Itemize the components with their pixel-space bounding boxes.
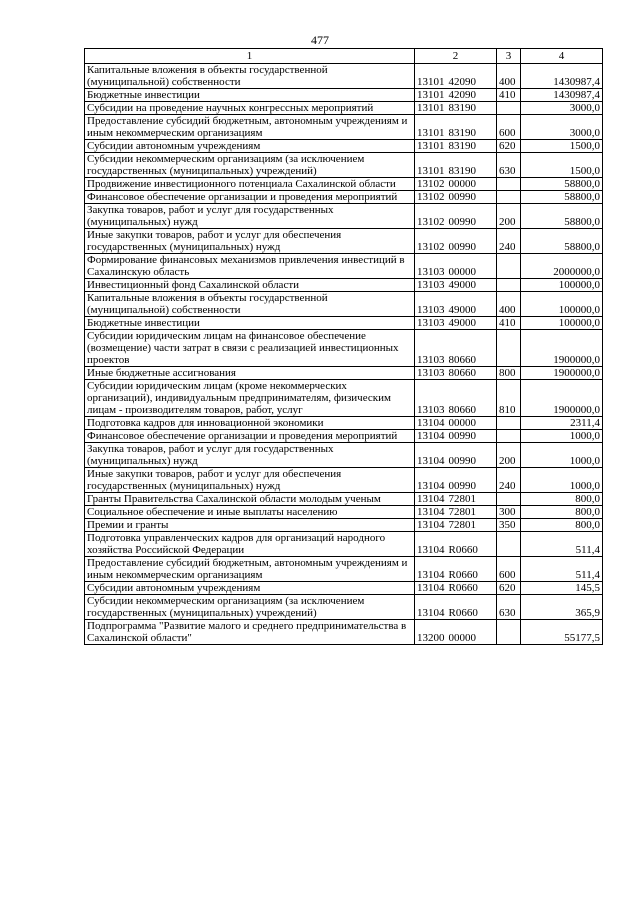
row-code-program: 13104 (417, 430, 445, 442)
row-expense-type (497, 493, 521, 506)
row-name: Бюджетные инвестиции (85, 89, 415, 102)
row-sum: 100000,0 (521, 317, 603, 330)
row-code (415, 115, 497, 140)
row-code (415, 595, 497, 620)
table-body (85, 64, 603, 645)
row-sum: 365,9 (521, 595, 603, 620)
row-code-program: 13104 (417, 506, 445, 518)
row-code (415, 191, 497, 204)
table-row (85, 519, 603, 532)
row-expense-type: 630 (497, 595, 521, 620)
table-row (85, 89, 603, 102)
row-expense-type (497, 330, 521, 367)
row-code-direction: 00990 (448, 191, 476, 203)
row-code-program: 13101 (417, 140, 445, 152)
row-sum: 55177,5 (521, 620, 603, 645)
row-code-direction: 72801 (448, 493, 476, 505)
table-row (85, 443, 603, 468)
row-name: Гранты Правительства Сахалинской области молодым ученым (85, 493, 415, 506)
row-code-program: 13104 (417, 417, 445, 429)
row-code (415, 493, 497, 506)
row-code (415, 620, 497, 645)
row-code-program: 13104 (417, 544, 445, 556)
row-sum: 800,0 (521, 519, 603, 532)
table-row (85, 153, 603, 178)
row-code-program: 13104 (417, 607, 445, 619)
row-code (415, 430, 497, 443)
row-expense-type: 350 (497, 519, 521, 532)
row-code-program: 13103 (417, 266, 445, 278)
row-code-direction: 80660 (448, 404, 476, 416)
table-row (85, 620, 603, 645)
header-type: 3 (497, 49, 521, 64)
row-code (415, 330, 497, 367)
row-sum: 100000,0 (521, 279, 603, 292)
row-code (415, 506, 497, 519)
table-row (85, 532, 603, 557)
row-name: Финансовое обеспечение организации и проведения мероприятий (85, 191, 415, 204)
row-code-program: 13103 (417, 304, 445, 316)
row-code-program: 13104 (417, 480, 445, 492)
row-code (415, 468, 497, 493)
row-name: Формирование финансовых механизмов привлечения инвестиций в Сахалинскую область (85, 254, 415, 279)
row-name: Субсидии некоммерческим организациям (за исключением государственных (муниципальных) учреждений) (85, 153, 415, 178)
row-sum: 1000,0 (521, 430, 603, 443)
row-expense-type: 410 (497, 317, 521, 330)
row-expense-type (497, 417, 521, 430)
row-name: Инвестиционный фонд Сахалинской области (85, 279, 415, 292)
row-code-direction: 00000 (448, 178, 476, 190)
row-name: Закупка товаров, работ и услуг для государственных (муниципальных) нужд (85, 204, 415, 229)
row-expense-type: 200 (497, 443, 521, 468)
table-row (85, 595, 603, 620)
row-code-program: 13103 (417, 404, 445, 416)
row-code-direction: 49000 (448, 304, 476, 316)
row-code-direction: 42090 (448, 89, 476, 101)
row-expense-type: 400 (497, 64, 521, 89)
row-code (415, 64, 497, 89)
page-number: 477 (311, 33, 329, 47)
row-sum: 511,4 (521, 532, 603, 557)
table-row (85, 430, 603, 443)
row-code-direction: 00990 (448, 480, 476, 492)
table-row (85, 582, 603, 595)
row-name: Подготовка управленческих кадров для организаций народного хозяйства Российской Федерации (85, 532, 415, 557)
row-code-direction: 49000 (448, 279, 476, 291)
row-code-program: 13103 (417, 317, 445, 329)
row-code-program: 13101 (417, 165, 445, 177)
row-code-program: 13103 (417, 279, 445, 291)
row-name: Подготовка кадров для инновационной экономики (85, 417, 415, 430)
row-code (415, 89, 497, 102)
row-expense-type (497, 191, 521, 204)
table-row (85, 254, 603, 279)
row-code-direction: 83190 (448, 102, 476, 114)
row-code-program: 13103 (417, 354, 445, 366)
row-code-program: 13102 (417, 191, 445, 203)
row-name: Закупка товаров, работ и услуг для государственных (муниципальных) нужд (85, 443, 415, 468)
row-code-direction: 49000 (448, 317, 476, 329)
row-code-direction: R0660 (448, 582, 478, 594)
row-sum: 3000,0 (521, 115, 603, 140)
row-code-program: 13200 (417, 632, 445, 644)
row-expense-type: 620 (497, 140, 521, 153)
row-code-program: 13101 (417, 76, 445, 88)
row-code (415, 292, 497, 317)
header-name: 1 (85, 49, 415, 64)
row-expense-type: 400 (497, 292, 521, 317)
row-code (415, 178, 497, 191)
row-sum: 800,0 (521, 493, 603, 506)
row-sum: 1430987,4 (521, 89, 603, 102)
row-name: Финансовое обеспечение организации и проведения мероприятий (85, 430, 415, 443)
row-name: Субсидии автономным учреждениям (85, 582, 415, 595)
row-code (415, 254, 497, 279)
row-expense-type (497, 102, 521, 115)
row-sum: 145,5 (521, 582, 603, 595)
row-code-program: 13102 (417, 178, 445, 190)
row-code-direction: R0660 (448, 544, 478, 556)
row-code (415, 417, 497, 430)
row-code-program: 13101 (417, 89, 445, 101)
row-code (415, 153, 497, 178)
row-code (415, 317, 497, 330)
row-name: Предоставление субсидий бюджетным, автономным учреждениям и иным некоммерческим организациям (85, 557, 415, 582)
row-code-direction: 00000 (448, 632, 476, 644)
row-code (415, 102, 497, 115)
table-row (85, 292, 603, 317)
table-row (85, 330, 603, 367)
row-code-direction: R0660 (448, 569, 478, 581)
row-name: Капитальные вложения в объекты государственной (муниципальной) собственности (85, 292, 415, 317)
table-row (85, 64, 603, 89)
row-sum: 800,0 (521, 506, 603, 519)
table-row (85, 140, 603, 153)
header-code: 2 (415, 49, 497, 64)
row-sum: 1900000,0 (521, 380, 603, 417)
row-name: Капитальные вложения в объекты государственной (муниципальной) собственности (85, 64, 415, 89)
row-code-program: 13104 (417, 569, 445, 581)
row-code-direction: 83190 (448, 127, 476, 139)
row-code-program: 13104 (417, 455, 445, 467)
row-code-direction: 00990 (448, 455, 476, 467)
row-name: Иные закупки товаров, работ и услуг для обеспечения государственных (муниципальных) нужд (85, 229, 415, 254)
row-name: Продвижение инвестиционного потенциала Сахалинской области (85, 178, 415, 191)
header-sum: 4 (521, 49, 603, 64)
row-code (415, 380, 497, 417)
row-expense-type: 600 (497, 115, 521, 140)
row-code (415, 582, 497, 595)
row-name: Субсидии некоммерческим организациям (за исключением государственных (муниципальных) учреждений) (85, 595, 415, 620)
row-sum: 1000,0 (521, 468, 603, 493)
row-sum: 1500,0 (521, 140, 603, 153)
row-expense-type: 410 (497, 89, 521, 102)
row-sum: 511,4 (521, 557, 603, 582)
row-code-direction: 00990 (448, 430, 476, 442)
row-sum: 100000,0 (521, 292, 603, 317)
row-code-direction: 42090 (448, 76, 476, 88)
row-code-direction: 83190 (448, 165, 476, 177)
row-expense-type (497, 430, 521, 443)
row-code-program: 13103 (417, 367, 445, 379)
row-code-direction: 72801 (448, 506, 476, 518)
row-code-direction: 00000 (448, 266, 476, 278)
table-row (85, 367, 603, 380)
row-name: Субсидии автономным учреждениям (85, 140, 415, 153)
row-code (415, 229, 497, 254)
row-code (415, 140, 497, 153)
row-code-program: 13104 (417, 493, 445, 505)
row-expense-type: 630 (497, 153, 521, 178)
row-code-direction: 00000 (448, 417, 476, 429)
row-sum: 3000,0 (521, 102, 603, 115)
row-name: Социальное обеспечение и иные выплаты населению (85, 506, 415, 519)
table-row (85, 115, 603, 140)
table-row (85, 557, 603, 582)
row-sum: 1500,0 (521, 153, 603, 178)
row-expense-type: 300 (497, 506, 521, 519)
table-row (85, 506, 603, 519)
table-row (85, 279, 603, 292)
row-expense-type (497, 279, 521, 292)
row-sum: 1900000,0 (521, 330, 603, 367)
row-name: Премии и гранты (85, 519, 415, 532)
row-sum: 58800,0 (521, 191, 603, 204)
table-row (85, 178, 603, 191)
row-code (415, 519, 497, 532)
budget-table (84, 48, 603, 645)
row-name: Субсидии юридическим лицам на финансовое обеспечение (возмещение) части затрат в связи с реализацией инвестиционных проектов (85, 330, 415, 367)
row-code-program: 13101 (417, 127, 445, 139)
table-row (85, 204, 603, 229)
table-row (85, 229, 603, 254)
row-name: Предоставление субсидий бюджетным, автономным учреждениям и иным некоммерческим организациям (85, 115, 415, 140)
row-sum: 1900000,0 (521, 367, 603, 380)
row-name: Подпрограмма "Развитие малого и среднего предпринимательства в Сахалинской области" (85, 620, 415, 645)
row-code (415, 367, 497, 380)
row-expense-type (497, 254, 521, 279)
row-expense-type: 240 (497, 229, 521, 254)
row-expense-type: 800 (497, 367, 521, 380)
row-sum: 1000,0 (521, 443, 603, 468)
table-row (85, 380, 603, 417)
row-expense-type: 600 (497, 557, 521, 582)
table-row (85, 493, 603, 506)
row-sum: 58800,0 (521, 178, 603, 191)
row-expense-type: 200 (497, 204, 521, 229)
row-code-program: 13104 (417, 519, 445, 531)
row-code-direction: 00990 (448, 216, 476, 228)
table-row (85, 191, 603, 204)
table-row (85, 317, 603, 330)
row-code-program: 13104 (417, 582, 445, 594)
row-code-direction: R0660 (448, 607, 478, 619)
row-name: Субсидии юридическим лицам (кроме некоммерческих организаций), индивидуальным предпринимателям, физическим лицам - производителям товаров, работ, услуг (85, 380, 415, 417)
row-code-direction: 83190 (448, 140, 476, 152)
row-code-program: 13102 (417, 241, 445, 253)
row-code-program: 13101 (417, 102, 445, 114)
row-expense-type: 620 (497, 582, 521, 595)
table-row (85, 102, 603, 115)
row-sum: 2311,4 (521, 417, 603, 430)
table-row (85, 468, 603, 493)
row-code-direction: 00990 (448, 241, 476, 253)
row-code (415, 443, 497, 468)
row-expense-type (497, 178, 521, 191)
row-code-direction: 80660 (448, 367, 476, 379)
row-expense-type: 240 (497, 468, 521, 493)
row-expense-type (497, 532, 521, 557)
row-code (415, 204, 497, 229)
header-row (85, 49, 603, 64)
row-name: Иные закупки товаров, работ и услуг для обеспечения государственных (муниципальных) нужд (85, 468, 415, 493)
row-expense-type: 810 (497, 380, 521, 417)
row-code (415, 279, 497, 292)
row-name: Иные бюджетные ассигнования (85, 367, 415, 380)
row-sum: 58800,0 (521, 229, 603, 254)
row-code-program: 13102 (417, 216, 445, 228)
row-name: Бюджетные инвестиции (85, 317, 415, 330)
row-code (415, 557, 497, 582)
row-code-direction: 72801 (448, 519, 476, 531)
row-sum: 58800,0 (521, 204, 603, 229)
row-sum: 1430987,4 (521, 64, 603, 89)
row-code (415, 532, 497, 557)
row-expense-type (497, 620, 521, 645)
row-sum: 2000000,0 (521, 254, 603, 279)
row-code-direction: 80660 (448, 354, 476, 366)
row-name: Субсидии на проведение научных конгрессных мероприятий (85, 102, 415, 115)
table-row (85, 417, 603, 430)
